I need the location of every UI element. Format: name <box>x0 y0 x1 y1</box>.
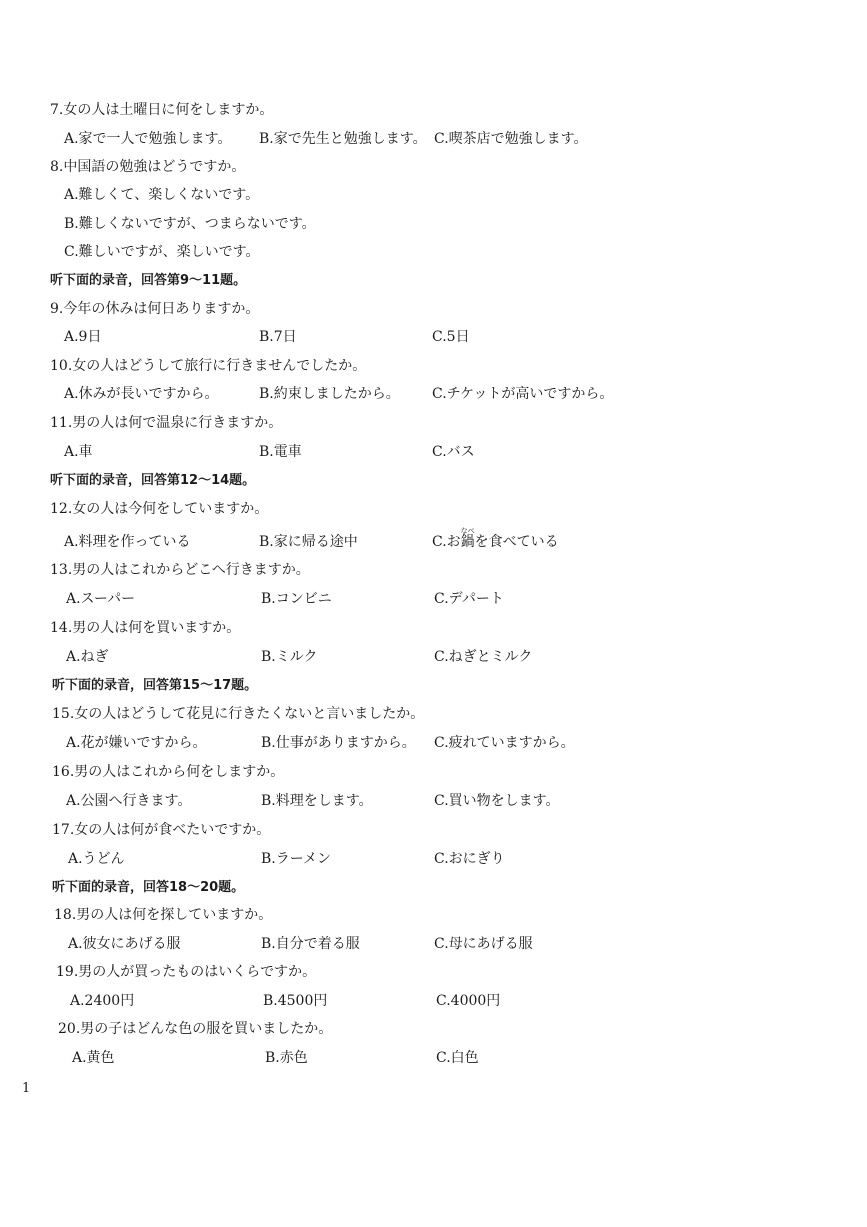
option-a: A.難しくて、楽しくないです。 <box>64 187 260 203</box>
question-stem: 7.女の人は土曜日に何をしますか。 <box>50 102 274 118</box>
question-stem: 20.男の子はどんな色の服を買いましたか。 <box>58 1021 333 1037</box>
option-b: B.コンビニ <box>261 591 332 607</box>
option-a: A.車 <box>64 444 93 460</box>
page-number: 1 <box>22 1081 31 1096</box>
option-b: B.家で先生と勉強します。 <box>259 131 427 147</box>
option-c: C.おにぎり <box>434 851 505 867</box>
option-c: C.買い物をします。 <box>434 793 560 809</box>
option-b: B.ミルク <box>261 649 318 665</box>
question-stem: 14.男の人は何を買いますか。 <box>50 620 241 636</box>
option-a: A.家で一人で勉強します。 <box>64 131 232 147</box>
option-b: B.4500円 <box>263 993 328 1009</box>
question-stem: 13.男の人はこれからどこへ行きますか。 <box>50 562 310 578</box>
question-stem: 17.女の人は何が食べたいですか。 <box>52 822 271 838</box>
option-a: A.9日 <box>64 329 102 345</box>
question-stem: 16.男の人はこれから何をしますか。 <box>52 764 285 780</box>
option-c: C.白色 <box>436 1050 479 1066</box>
option-b: B.ラーメン <box>261 851 332 867</box>
section-instruction: 听下面的录音，回答第15～17题。 <box>52 678 258 693</box>
option-c: C.母にあげる服 <box>434 936 533 952</box>
option-b: B.7日 <box>259 329 297 345</box>
question-stem: 10.女の人はどうして旅行に行きませんでしたか。 <box>50 358 367 374</box>
question-stem: 9.今年の休みは何日ありますか。 <box>50 301 260 317</box>
question-stem: 12.女の人は今何をしていますか。 <box>50 501 269 517</box>
option-a: A.花が嫌いですから。 <box>66 735 207 751</box>
option-c: C.4000円 <box>436 993 501 1009</box>
option-a: A.2400円 <box>70 993 135 1009</box>
option-a: A.休みが長いですから。 <box>64 386 219 402</box>
option-b: B.自分で着る服 <box>261 936 360 952</box>
option-c: C.喫茶店で勉強します。 <box>434 131 588 147</box>
option-b: B.約束しましたから。 <box>259 386 400 402</box>
option-a: A.ねぎ <box>66 649 109 665</box>
option-a: A.公園へ行きます。 <box>66 793 192 809</box>
option-c: C.難しいですが、楽しいです。 <box>64 244 260 260</box>
option-b: B.家に帰る途中 <box>259 534 358 550</box>
option-a: A.料理を作っている <box>64 534 191 550</box>
option-c: C.デパート <box>434 591 504 607</box>
option-c: C.5日 <box>432 329 470 345</box>
option-b: B.難しくないですが、つまらないです。 <box>64 216 316 232</box>
question-stem: 11.男の人は何で温泉に行きますか。 <box>50 415 283 431</box>
question-stem: 18.男の人は何を探していますか。 <box>54 907 273 923</box>
option-a: A.スーパー <box>66 591 136 607</box>
option-b: B.電車 <box>259 444 302 460</box>
option-b: B.赤色 <box>265 1050 308 1066</box>
section-instruction: 听下面的录音，回答18～20题。 <box>52 880 245 895</box>
option-c: C.お鍋なべを食べている <box>432 527 559 550</box>
question-stem: 15.女の人はどうして花見に行きたくないと言いましたか。 <box>52 706 425 722</box>
option-b: B.仕事がありますから。 <box>261 735 416 751</box>
question-stem: 8.中国語の勉強はどうですか。 <box>50 159 246 175</box>
section-instruction: 听下面的录音，回答第9～11题。 <box>50 273 247 288</box>
option-a: A.彼女にあげる服 <box>68 936 181 952</box>
section-instruction: 听下面的录音，回答第12～14题。 <box>50 473 256 488</box>
option-a: A.うどん <box>68 851 125 867</box>
option-c: C.ねぎとミルク <box>434 649 533 665</box>
option-a: A.黄色 <box>72 1050 115 1066</box>
option-c: C.疲れていますから。 <box>434 735 575 751</box>
option-c: C.バス <box>432 444 475 460</box>
question-stem: 19.男の人が買ったものはいくらですか。 <box>56 964 317 980</box>
option-b: B.料理をします。 <box>261 793 373 809</box>
option-c: C.チケットが高いですから。 <box>432 386 614 402</box>
